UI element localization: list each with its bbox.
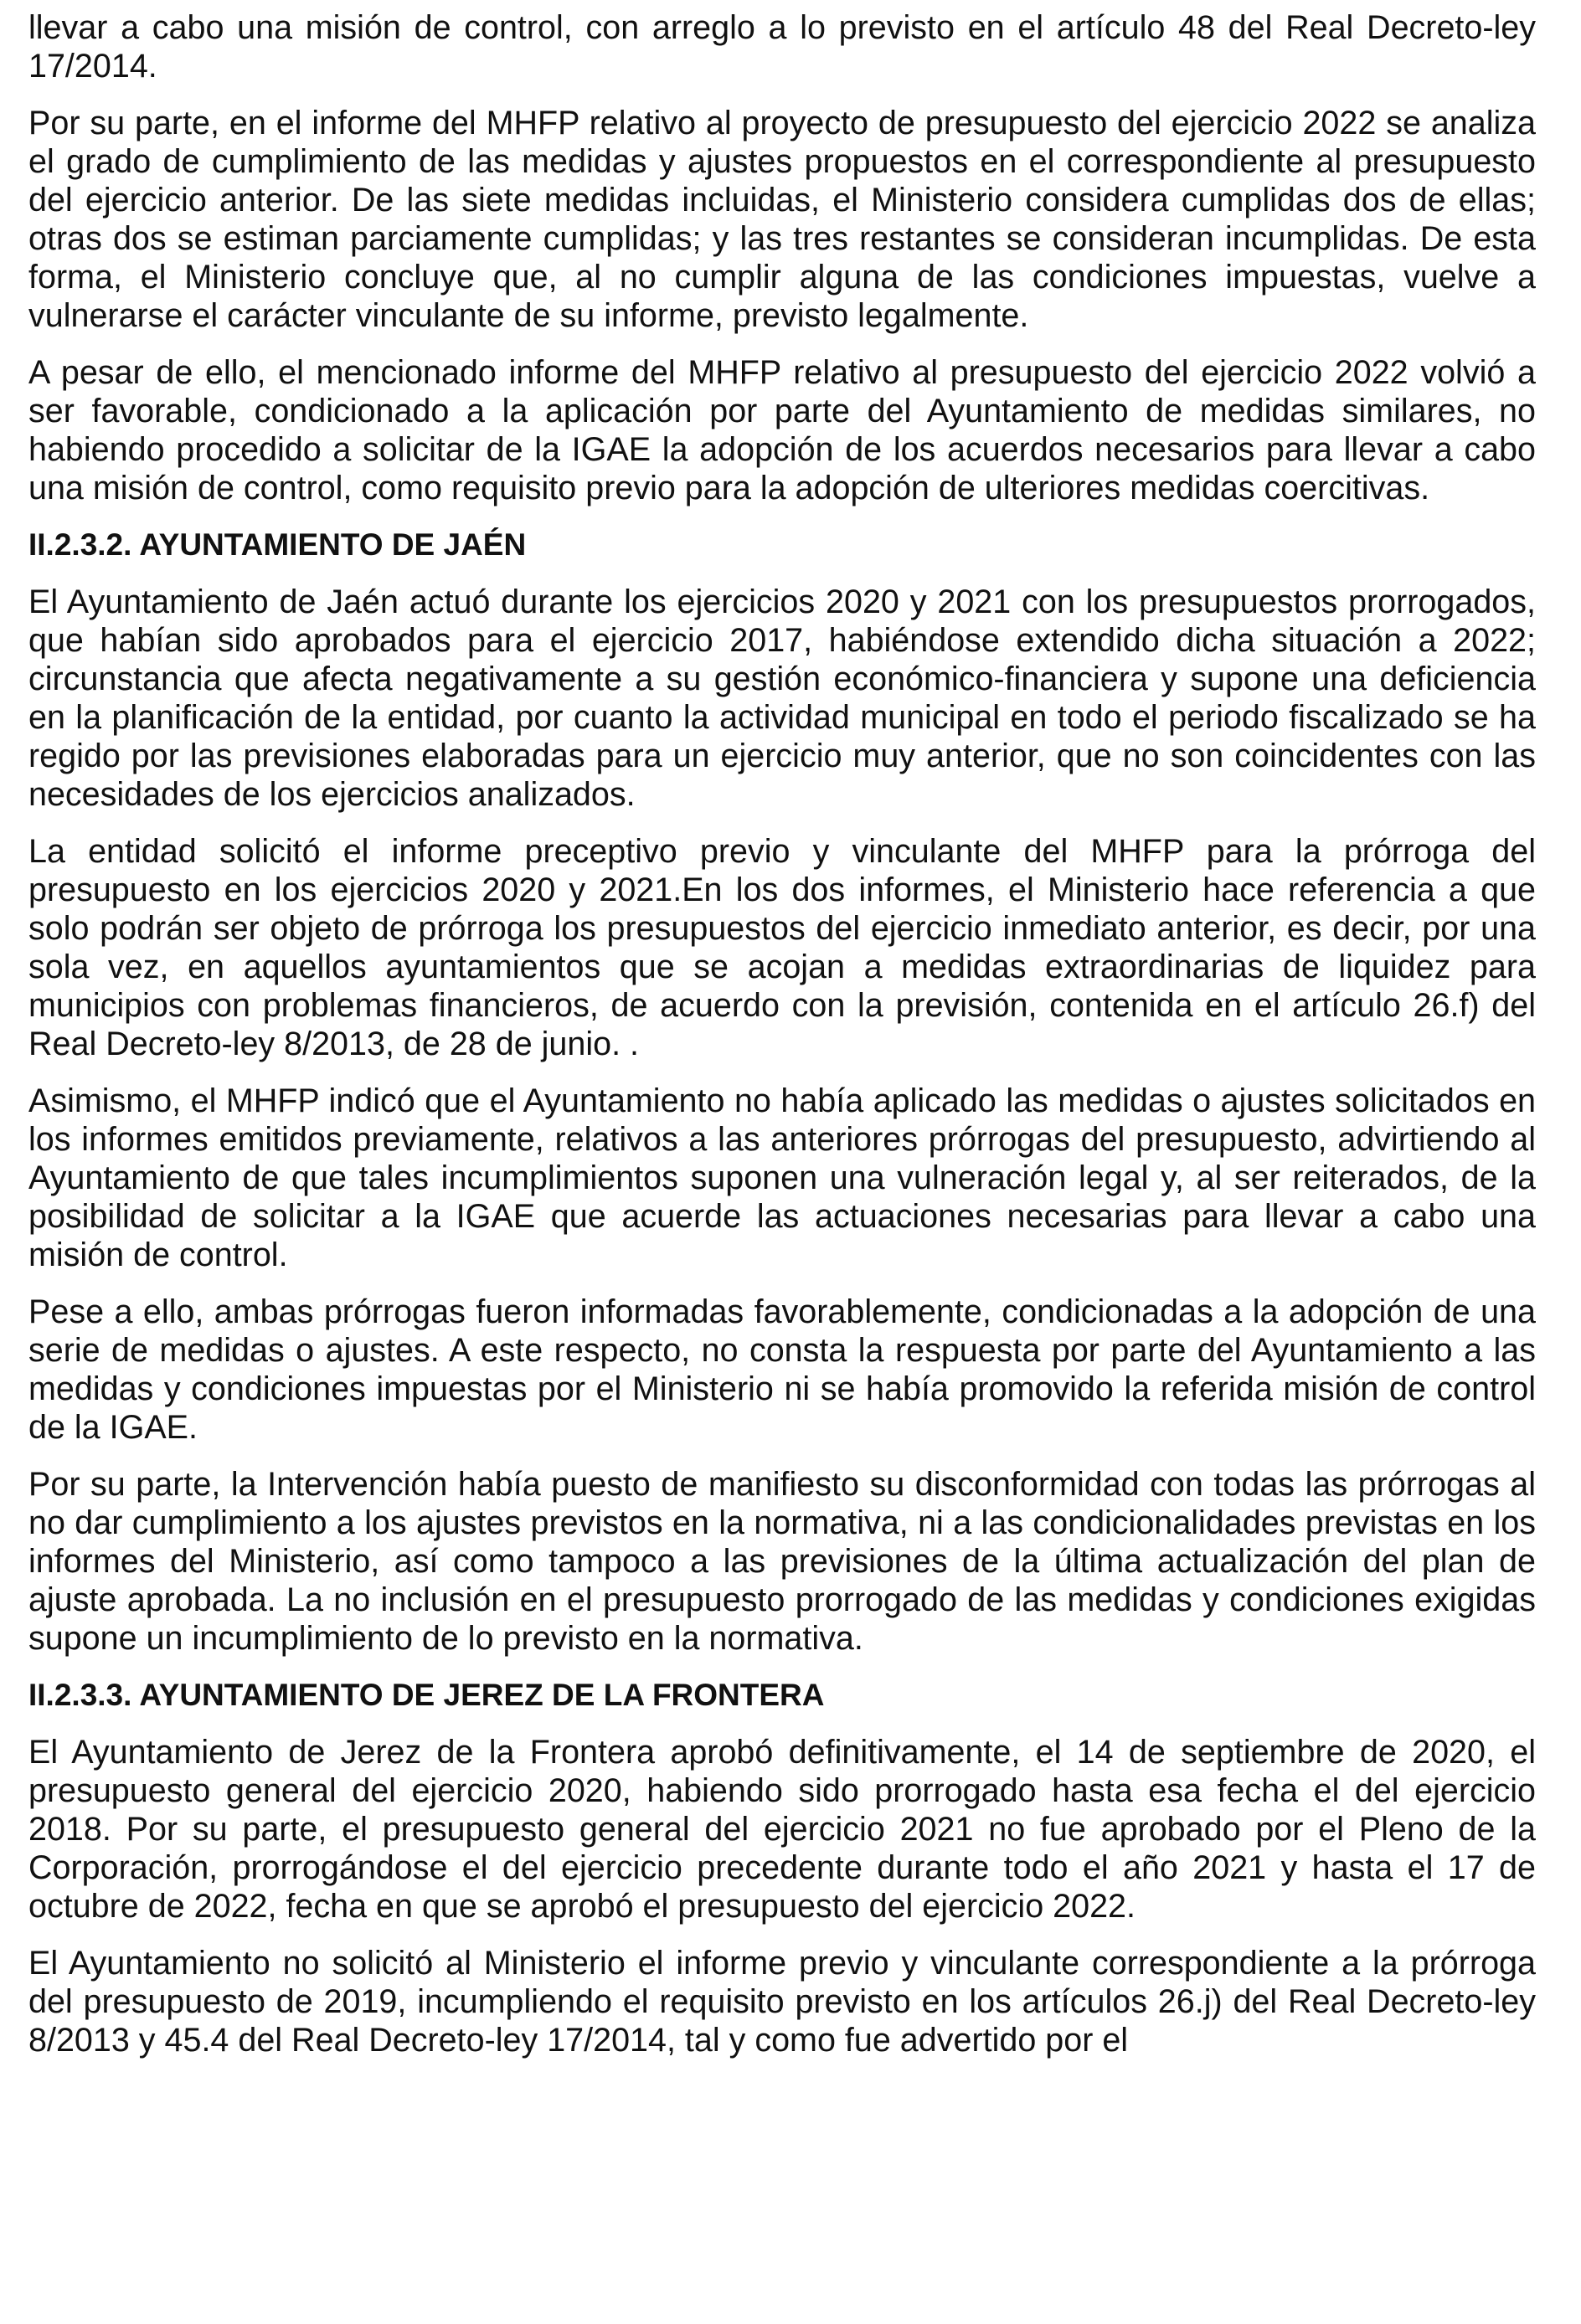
- paragraph-favorable-report: A pesar de ello, el mencionado informe del MHFP relativo al presupuesto del ejercicio 2022 volvió a ser favorable, condicionado a la aplicación por parte del Ayuntamiento de medidas similares, no habiendo procedido a solicitar de la IGAE la adopción de los acuerdos necesarios para llevar a cabo una misión de control, como requisito previo para la adopción de ulteriores medidas coercitivas.: [28, 354, 1536, 506]
- paragraph-jaen-request: La entidad solicitó el informe preceptivo previo y vinculante del MHFP para la prórroga del presupuesto en los ejercicios 2020 y 2021.En los dos informes, el Ministerio hace referencia a que solo podrán ser objeto de prórroga los presupuestos del ejercicio inmediato anterior, es decir, por una sola vez, en aquellos ayuntamientos que se acojan a medidas extraordinarias de liquidez para municipios con problemas financieros, de acuerdo con la previsión, contenida en el artículo 26.f) del Real Decreto-ley 8/2013, de 28 de junio. .: [28, 833, 1536, 1062]
- paragraph-jaen-intervention: Por su parte, la Intervención había puesto de manifiesto su disconformidad con todas las prórrogas al no dar cumplimiento a los ajustes previstos en la normativa, ni a las condicionalidades previstas en los informes del Ministerio, así como tampoco a las previsiones de la última actualización del plan de ajuste aprobada. La no inclusión en el presupuesto prorrogado de las medidas y condiciones exigidas supone un incumplimiento de lo previsto en la normativa.: [28, 1466, 1536, 1657]
- paragraph-jaen-mhfp-warning: Asimismo, el MHFP indicó que el Ayuntamiento no había aplicado las medidas o ajustes solicitados en los informes emitidos previamente, relativos a las anteriores prórrogas del presupuesto, advirtiendo al Ayuntamiento de que tales incumplimientos suponen una vulneración legal y, al ser reiterados, de la posibilidad de solicitar a la IGAE que acuerde las actuaciones necesarias para llevar a cabo una misión de control.: [28, 1082, 1536, 1273]
- document-page: [28, 8, 1536, 2078]
- paragraph-continuation: llevar a cabo una misión de control, con arreglo a lo previsto en el artículo 48 del Real Decreto-ley 17/2014.: [28, 9, 1536, 85]
- paragraph-mhfp-2022-report: Por su parte, en el informe del MHFP relativo al proyecto de presupuesto del ejercicio 2022 se analiza el grado de cumplimiento de las medidas y ajustes propuestos en el correspondiente al presupuesto del ejercicio anterior. De las siete medidas incluidas, el Ministerio considera cumplidas dos de ellas; otras dos se estiman parciamente cumplidas; y las tres restantes se consideran incumplidas. De esta forma, el Ministerio concluye que, al no cumplir alguna de las condiciones impuestas, vuelve a vulnerarse el carácter vinculante de su informe, previsto legalmente.: [28, 105, 1536, 334]
- paragraph-jerez-approval: El Ayuntamiento de Jerez de la Frontera aprobó definitivamente, el 14 de septiembre de 2020, el presupuesto general del ejercicio 2020, habiendo sido prorrogado hasta esa fecha el del ejercicio 2018. Por su parte, el presupuesto general del ejercicio 2021 no fue aprobado por el Pleno de la Corporación, prorrogándose el del ejercicio precedente durante todo el año 2021 y hasta el 17 de octubre de 2022, fecha en que se aprobó el presupuesto del ejercicio 2022.: [28, 1734, 1536, 1925]
- paragraph-jaen-favorable: Pese a ello, ambas prórrogas fueron informadas favorablemente, condicionadas a la adopción de una serie de medidas o ajustes. A este respecto, no consta la respuesta por parte del Ayuntamiento a las medidas y condiciones impuestas por el Ministerio ni se había promovido la referida misión de control de la IGAE.: [28, 1293, 1536, 1446]
- paragraph-jerez-no-request: El Ayuntamiento no solicitó al Ministerio el informe previo y vinculante correspondiente a la prórroga del presupuesto de 2019, incumpliendo el requisito previsto en los artículos 26.j) del Real Decreto-ley 8/2013 y 45.4 del Real Decreto-ley 17/2014, tal y como fue advertido por el: [28, 1945, 1536, 2059]
- paragraph-jaen-prorogued: El Ayuntamiento de Jaén actuó durante los ejercicios 2020 y 2021 con los presupuestos prorrogados, que habían sido aprobados para el ejercicio 2017, habiéndose extendido dicha situación a 2022; circunstancia que afecta negativamente a su gestión económico-financiera y supone una deficiencia en la planificación de la entidad, por cuanto la actividad municipal en todo el periodo fiscalizado se ha regido por las previsiones elaboradas para un ejercicio muy anterior, que no son coincidentes con las necesidades de los ejercicios analizados.: [28, 584, 1536, 813]
- section-heading-jerez: II.2.3.3. AYUNTAMIENTO DE JEREZ DE LA FRONTERA: [28, 1678, 825, 1712]
- section-heading-jaen: II.2.3.2. AYUNTAMIENTO DE JAÉN: [28, 527, 527, 562]
